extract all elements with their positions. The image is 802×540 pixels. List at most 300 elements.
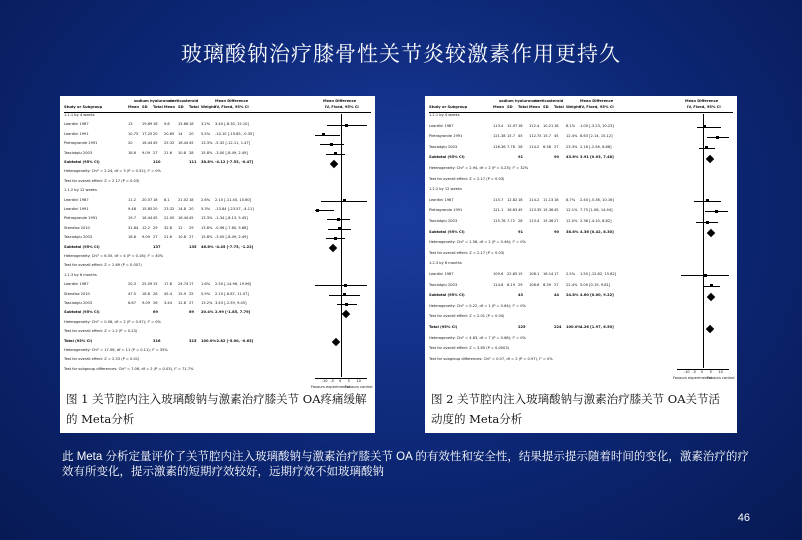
cell-value: 20 <box>128 141 133 146</box>
row-label: Tasciotglu 2003 <box>64 301 93 305</box>
row-label: Subtotal (95% CI) <box>64 310 100 315</box>
cell-value: 43.8% <box>566 155 579 160</box>
cell-value: 114.6 <box>493 282 504 287</box>
row-label: 1.1.3 by 6 months <box>64 272 97 277</box>
cell-value: -2.82 [-5.00, -0.63] <box>215 338 254 343</box>
cell-value: 2.6% <box>201 197 211 202</box>
cell-value: 31.84 <box>128 225 139 230</box>
cell-value: 38.8% <box>566 229 579 234</box>
cell-value: 108.6 <box>529 282 540 287</box>
cell-value: 25 <box>189 291 194 296</box>
cell-value: 20 <box>189 131 194 136</box>
cell-value: 5.5% <box>201 131 211 136</box>
row-label: 1.2.3 by 6 months <box>429 261 462 266</box>
table-row <box>64 161 371 166</box>
figure-1-caption: 图 1 关节腔内注入玻璃酸钠与激素治疗膝关节 OA疼痛缓解的 Meta分析 <box>66 392 367 426</box>
row-label: 1.2.1 by 4 weeks <box>429 113 460 117</box>
column-header-row <box>64 106 371 111</box>
axis-tick-label: 10 <box>718 370 723 375</box>
cell-value: 8.63 [2.14, 15.12] <box>580 134 613 139</box>
cell-value: 45 <box>518 208 523 213</box>
column-header: Study or Subgroup <box>64 105 103 109</box>
cell-value: 12.0% <box>566 219 578 223</box>
cell-value: 16.44 <box>142 216 153 221</box>
cell-value: 20 <box>153 207 158 211</box>
cell-value: 115.76 <box>493 219 506 223</box>
cell-value: 137 <box>153 244 161 249</box>
cell-value: 121.1 <box>493 208 504 213</box>
row-label: Test for subgroup differences: Chi² = 7.06, df = 2 (P = 0.03), I² = 71.7% <box>64 366 194 371</box>
cell-value: 15.36 <box>543 208 554 213</box>
cell-value: 15.86 <box>178 122 189 127</box>
cell-value: 100.0% <box>566 325 581 329</box>
column-header-row <box>429 106 733 111</box>
cell-value: 8.1 <box>164 197 170 202</box>
row-label: Heterogeneity: Chi² = 0.06, df = 2 (P = 0.97); I² = 0% <box>64 319 161 324</box>
cell-value: 24.8% <box>566 293 579 298</box>
table-row <box>64 142 371 147</box>
group2-header: corticosteroid <box>535 99 564 103</box>
cell-value: -0.96 [-7.60, 5.68] <box>215 225 248 230</box>
row-label: Heterogeneity: Chi² = 6.55, df = 4 (P = 0.16); I² = 40% <box>64 254 164 258</box>
table-row <box>64 189 371 194</box>
cell-value: 10.75 <box>128 131 139 136</box>
table-row <box>64 293 371 298</box>
axis-tick-label: -10 <box>683 370 690 375</box>
cell-value: 45 <box>153 141 158 146</box>
cell-value: 44 <box>554 293 560 298</box>
row-label: Pietrogrande 1991 <box>429 208 463 213</box>
row-label: Test for overall effect: Z = 2.69 (P = 0.007) <box>64 263 142 268</box>
row-label: Pietrogrande 1991 <box>64 216 98 221</box>
cell-value: 109.6 <box>493 272 504 276</box>
cell-value: 2.99 [-1.85, 7.79] <box>215 310 251 315</box>
table-row <box>429 135 733 140</box>
cell-value: -4.45 [-7.75, -1.22] <box>215 244 254 249</box>
cell-value: 6.87 <box>128 301 137 305</box>
row-label: Tasciotglu 2003 <box>64 235 93 240</box>
cell-value: 47.5 <box>128 291 137 296</box>
forest-plot-1 <box>64 100 371 393</box>
table-row <box>429 337 733 342</box>
table-row <box>429 188 733 193</box>
cell-value: 7.75 [1.06, 14.44] <box>580 208 613 213</box>
table-row <box>429 241 733 246</box>
cell-value: 5.9% <box>201 291 211 296</box>
row-label: Leardini 1991 <box>64 131 89 136</box>
cell-value: 18.6 <box>128 150 137 155</box>
table-row <box>64 133 371 138</box>
cell-value: 15.7 <box>507 134 516 139</box>
cell-value: 91 <box>518 229 524 234</box>
table-row <box>429 167 733 172</box>
row-label: Subtotal (95% CI) <box>64 160 100 164</box>
cell-value: 135 <box>189 244 197 249</box>
cell-value: 315 <box>189 338 197 343</box>
row-label: Leardini 1987 <box>64 122 89 127</box>
cell-value: 27 <box>189 301 194 305</box>
cell-value: 19.69 <box>142 122 153 127</box>
column-header: Total <box>153 105 163 109</box>
cell-value: 2.10 [-6.87, 11.07] <box>215 291 249 296</box>
cell-value: 15.36 <box>543 219 554 223</box>
column-header: SD <box>507 105 513 109</box>
cell-value: -5.32 [-12.11, 1.47] <box>215 141 251 146</box>
axis-tick-label: 5 <box>347 379 350 384</box>
cell-value: 15.85 <box>142 207 153 211</box>
cell-value: 38.8% <box>201 160 214 164</box>
cell-value: 116.36 <box>493 144 506 149</box>
row-label: Test for overall effect: Z = 2.17 (P = 0.03) <box>64 178 140 183</box>
cell-value: 12.2 <box>142 225 151 230</box>
row-label: Total (95% CI) <box>429 325 458 329</box>
cell-value: 2.36 [-4.10, 8.82] <box>580 219 612 223</box>
table-row <box>64 217 371 222</box>
table-row <box>64 227 371 232</box>
favours-right-label: Favours control <box>345 385 373 390</box>
cell-value: 113.4 <box>493 123 504 128</box>
favours-right-label: Favours control <box>707 376 735 381</box>
cell-value: 27 <box>153 150 158 155</box>
cell-value: 18 <box>518 123 523 128</box>
cell-value: 3.91 [0.03, 7.48] <box>580 155 614 160</box>
cell-value: 13.6% <box>201 225 213 230</box>
cell-value: 16.44 <box>178 141 189 146</box>
cell-value: 18 <box>153 122 158 127</box>
row-label: Stendisa 2010 <box>64 225 90 230</box>
table-row <box>429 209 733 214</box>
cell-value: 27 <box>554 282 559 287</box>
table-row <box>429 326 733 331</box>
table-row <box>64 236 371 241</box>
forest-plot-figure-2 <box>425 96 737 433</box>
table-row <box>429 231 733 236</box>
cell-value: 2.5% <box>566 272 576 276</box>
cell-value: 17.8 <box>164 282 173 287</box>
cell-value: 12.1% <box>566 208 578 213</box>
column-header: Study or Subgroup <box>429 105 468 109</box>
cell-value: 27 <box>153 235 158 240</box>
cell-value: 90 <box>554 155 560 160</box>
row-label: Subtotal (95% CI) <box>429 229 465 234</box>
cell-value: 8.1% <box>566 123 576 128</box>
cell-value: 8.39 <box>543 282 552 287</box>
table-row <box>429 146 733 151</box>
cell-value: 20.57 <box>142 197 153 202</box>
cell-value: 12.8 <box>178 301 187 305</box>
figure-2-caption: 图 2 关节腔内注入玻璃酸钠与激素治疗膝关节 OA关节活动度的 Meta分析 <box>431 392 721 426</box>
row-label: Test for overall effect: Z = 2.53 (P = 0.01) <box>64 357 140 362</box>
cell-value: 225 <box>518 325 526 329</box>
axis-tick-label: -5 <box>330 379 334 384</box>
table-row <box>429 125 733 130</box>
cell-value: 112.75 <box>529 134 542 139</box>
cell-value: 28 <box>153 291 158 296</box>
cell-value: 20.4% <box>201 310 214 315</box>
table-row <box>64 208 371 213</box>
table-row <box>64 330 371 335</box>
cell-value: 108.1 <box>529 272 540 276</box>
cell-value: -1.34 [-8.13, 5.45] <box>215 216 248 221</box>
cell-value: 9.48 <box>128 207 137 211</box>
cell-value: 43 <box>518 293 524 298</box>
cell-value: 18 <box>554 123 559 128</box>
table-row <box>64 199 371 204</box>
row-label: Heterogeneity: Chi² = 1.56, df = 2 (P = 0.46); I² = 0% <box>429 240 526 245</box>
row-label: Test for overall effect: Z = 2.01 (P = 0.04) <box>429 314 505 319</box>
cell-value: 114.2 <box>529 144 540 149</box>
cell-value: 91 <box>518 155 524 160</box>
table-row <box>429 358 733 363</box>
cell-value: 45 <box>518 134 523 139</box>
table-row <box>429 347 733 352</box>
cell-value: 10.8 <box>178 150 187 155</box>
cell-value: 3.40 [-8.30, 15.10] <box>215 122 249 127</box>
cell-value: 12 <box>178 225 183 230</box>
cell-value: 18.6 <box>128 235 137 240</box>
row-label: 1.2.2 by 12 weeks <box>429 187 462 192</box>
cell-value: 29 <box>518 282 523 287</box>
column-header: Total <box>554 105 564 109</box>
column-header: IV, Fixed, 95% CI <box>687 105 721 109</box>
cell-value: 10.8 <box>178 235 187 240</box>
row-label: Tasciotglu 2003 <box>429 219 458 223</box>
cell-value: 5.00 [0.19, 9.81] <box>580 282 611 287</box>
cell-value: 9.09 <box>142 235 151 240</box>
table-row <box>429 273 733 278</box>
column-header: SD <box>178 105 184 109</box>
table-row <box>64 123 371 128</box>
cell-value: -3.00 [-8.49, 2.49] <box>215 235 248 240</box>
cell-value: 8.7% <box>566 197 576 202</box>
cell-value: 32.8 <box>164 225 173 230</box>
group1-header: sodium hyaluronate <box>499 99 540 103</box>
cell-value: 110 <box>153 160 161 164</box>
row-label: Tasciotglu 2003 <box>429 144 458 149</box>
cell-value: -13.84 [-23.57, -4.11] <box>215 207 254 211</box>
table-row <box>429 305 733 310</box>
cell-value: 28 <box>189 150 194 155</box>
effect-header: Mean Difference <box>580 99 614 103</box>
header-rule <box>429 112 733 113</box>
column-header: SD <box>543 105 549 109</box>
table-row <box>64 152 371 157</box>
cell-value: 15 <box>153 282 158 287</box>
column-header: IV, Fixed, 95% CI <box>325 105 359 109</box>
cell-value: 12.4% <box>566 134 578 139</box>
cell-value: 114.2 <box>529 197 540 202</box>
row-label: Leardini 1987 <box>429 123 454 128</box>
cell-value: 13.2% <box>201 301 213 305</box>
column-header: Mean <box>529 105 540 109</box>
row-label: Pietrogrande 1991 <box>64 141 98 146</box>
row-label: Test for overall effect: Z = 3.65 (P = 0.0003) <box>429 346 510 351</box>
effect-header-plot: Mean Difference <box>685 99 719 103</box>
table-row <box>429 294 733 299</box>
cell-value: 25.59 <box>142 282 153 287</box>
cell-value: 46.8% <box>201 244 214 249</box>
header-rule <box>64 112 371 113</box>
cell-value: 17 <box>554 272 559 276</box>
table-row <box>64 170 371 175</box>
cell-value: 45 <box>189 141 194 146</box>
table-row <box>429 114 733 119</box>
table-row <box>429 178 733 183</box>
row-label: Leardini 1987 <box>429 197 454 202</box>
cell-value: 4.36 [0.42, 8.30] <box>580 229 614 234</box>
cell-value: 20.3 <box>128 282 137 287</box>
table-row <box>64 274 371 279</box>
column-header: Weight <box>566 105 581 109</box>
cell-value: 15.9 <box>178 291 187 296</box>
column-header: Total <box>189 105 199 109</box>
row-label: Total (95% CI) <box>64 338 93 343</box>
row-label: 1.1.1 by 4 weeks <box>64 113 95 117</box>
cell-value: 18.8 <box>142 291 151 296</box>
cell-value: 22.85 <box>507 272 518 276</box>
forest-plot-2 <box>429 100 733 393</box>
cell-value: 27 <box>189 235 194 240</box>
cell-value: 10.21 <box>543 123 554 128</box>
cell-value: 18 <box>189 197 194 202</box>
axis-tick-label: 0 <box>701 370 704 375</box>
table-row <box>64 321 371 326</box>
cell-value: 45 <box>554 208 559 213</box>
cell-value: 28 <box>518 219 523 223</box>
cell-value: 45 <box>189 216 194 221</box>
cell-value: 3.2% <box>201 122 211 127</box>
effect-header-plot: Mean Difference <box>323 99 357 103</box>
row-label: Heterogeneity: Chi² = 2.94, df = 2 (P = 0.23); I² = 32% <box>429 166 529 170</box>
axis-tick-label: 0 <box>339 379 342 384</box>
cell-value: 21.05 <box>164 216 175 221</box>
cell-value: 121.38 <box>493 134 506 139</box>
cell-value: 69 <box>153 310 159 315</box>
cell-value: 20 <box>189 207 194 211</box>
table-row <box>64 264 371 269</box>
forest-plot-figure-1 <box>60 96 375 433</box>
table-row <box>64 302 371 307</box>
cell-value: 2.40 [-5.36, 10.16] <box>580 197 614 202</box>
cell-value: 21.6 <box>164 235 173 240</box>
cell-value: 6.38 <box>543 144 552 149</box>
group1-header: sodium hyaluronate <box>134 99 175 103</box>
row-label: Tasciotglu 2003 <box>429 282 458 287</box>
row-label: Subtotal (95% CI) <box>429 155 465 160</box>
favours-row <box>429 377 733 382</box>
row-label: Subtotal (95% CI) <box>429 293 465 298</box>
cell-value: 3.44 <box>164 301 173 305</box>
row-label: Pietrogrande 1991 <box>429 134 463 139</box>
summary-paragraph: 此 Meta 分析定量评价了关节腔内注入玻璃酸钠与激素治疗膝关节 OA 的有效性和安全性，结果提示提示随着时间的变化，激素治疗的疗效有所变化，提示激素的短期疗效较好，远期疗效不如玻璃酸钠 <box>62 451 749 478</box>
row-label: Leardini 1991 <box>64 207 89 211</box>
column-header: Mean <box>128 105 139 109</box>
table-row <box>429 220 733 225</box>
table-row <box>64 358 371 363</box>
cell-value: 18 <box>554 197 559 202</box>
cell-value: 90 <box>554 229 560 234</box>
page-number: 46 <box>737 512 750 524</box>
cell-value: 23.3% <box>566 144 578 149</box>
cell-value: 100.0% <box>201 338 216 343</box>
cell-value: 17 <box>189 282 194 287</box>
cell-value: 1.6% <box>201 282 211 287</box>
slide-title: 玻璃酸钠治疗膝骨性关节炎较激素作用更持久 <box>181 42 621 66</box>
cell-value: 2.16 [-2.56, 6.88] <box>580 144 612 149</box>
axis-tick-label: 10 <box>356 379 361 384</box>
column-header: SD <box>142 105 148 109</box>
cell-value: -3.00 [-8.49, 2.49] <box>215 150 248 155</box>
cell-value: 112.4 <box>529 123 540 128</box>
axis-tick-label: -5 <box>692 370 696 375</box>
row-label: Heterogeneity: Chi² = 2.24, df = 3 (P = 0.52); I² = 0% <box>64 169 161 174</box>
cell-value: 2.10 [-11.40, 15.60] <box>215 197 252 202</box>
cell-value: 9.6 <box>164 122 170 127</box>
cell-value: 15.8% <box>201 150 213 155</box>
cell-value: 45.4 <box>164 291 173 296</box>
cell-value: 13.3% <box>201 216 213 221</box>
cell-value: 113.4 <box>529 219 540 223</box>
cell-value: 224 <box>554 325 562 329</box>
row-label: Test for overall effect: Z = 1.2 (P = 0.23) <box>64 329 138 334</box>
cell-value: 20 <box>153 131 158 136</box>
row-label: Stendisa 2010 <box>64 291 90 296</box>
cell-value: 111 <box>189 160 197 164</box>
cell-value: 16.63 <box>507 208 518 213</box>
cell-value: 8.19 <box>507 282 516 287</box>
column-header: Weight <box>201 105 216 109</box>
cell-value: 12.82 <box>507 197 518 202</box>
cell-value: 24.74 <box>178 282 189 287</box>
cell-value: 21.02 <box>178 197 189 202</box>
cell-value: 17.25 <box>142 131 153 136</box>
table-row <box>64 340 371 345</box>
cell-value: 28 <box>518 144 523 149</box>
table-row <box>64 283 371 288</box>
cell-value: 18 <box>189 122 194 127</box>
cell-value: 16.14 <box>543 272 554 276</box>
table-row <box>64 368 371 373</box>
cell-value: 18 <box>518 197 523 202</box>
column-header: IV, Fixed, 95% CI <box>215 105 249 109</box>
cell-value: 27 <box>554 144 559 149</box>
cell-value: 14 <box>178 131 183 136</box>
cell-value: 22.4% <box>566 282 578 287</box>
row-label: Test for subgroup differences: Chi² = 0.07, df = 2 (P = 0.97), I² = 0% <box>429 356 553 361</box>
cell-value: 14.8 <box>178 207 187 211</box>
cell-value: 115.7 <box>493 197 504 202</box>
zero-line <box>703 114 704 368</box>
favours-left-label: Favours experimental <box>311 385 350 390</box>
cell-value: 4.60 [0.00, 9.22] <box>580 293 614 298</box>
row-label: 1.1.2 by 12 weeks <box>64 188 97 193</box>
row-label: Heterogeneity: Chi² = 17.08, df = 11 (P = 0.11); I² = 35% <box>64 348 168 352</box>
table-row <box>64 311 371 316</box>
cell-value: -10.10 [-19.85, -0.35] <box>215 131 254 136</box>
cell-value: 1.00 [-3.23, 10.23] <box>580 123 614 128</box>
cell-value: 12.97 <box>507 123 518 128</box>
group2-header: corticosteroid <box>170 99 199 103</box>
table-row <box>429 284 733 289</box>
zero-line <box>341 114 342 377</box>
cell-value: 25.32 <box>164 141 175 146</box>
cell-value: 316 <box>153 338 161 343</box>
row-label: Leardini 1987 <box>64 197 89 202</box>
cell-value: 15.7 <box>543 134 552 139</box>
axis-tick-label: 5 <box>709 370 712 375</box>
table-row <box>64 246 371 251</box>
cell-value: 20.85 <box>164 131 175 136</box>
